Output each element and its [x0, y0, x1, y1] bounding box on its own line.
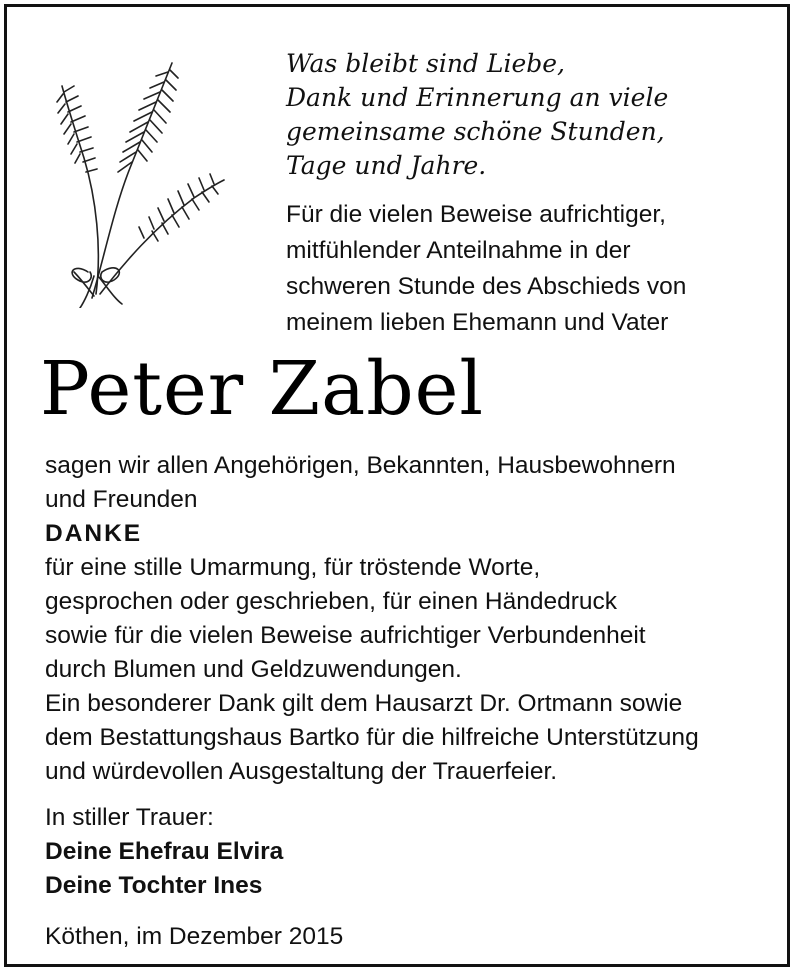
intro-line: Für die vielen Beweise aufrichtiger, [286, 201, 666, 228]
intro-line: schweren Stunde des Abschieds von [286, 273, 687, 300]
mourner-name: Deine Ehefrau Elvira [45, 838, 284, 865]
intro-line: meinem lieben Ehemann und Vater [286, 309, 669, 336]
body-line: für eine stille Umarmung, für tröstende Worte, [45, 554, 541, 581]
thanks-body [45, 449, 785, 789]
deceased-name: Peter Zabel [40, 346, 485, 432]
body-line: Ein besonderer Dank gilt dem Hausarzt Dr. Ortmann sowie [45, 690, 683, 717]
fern-bouquet-icon [44, 58, 234, 308]
memorial-quote [286, 47, 766, 183]
intro-text [286, 197, 776, 341]
intro-line: mitfühlender Anteilnahme in der [286, 237, 631, 264]
place-date: Köthen, im Dezember 2015 [45, 923, 344, 950]
body-line: durch Blumen und Geldzuwendungen. [45, 656, 462, 683]
quote-line: Was bleibt sind Liebe, [286, 49, 566, 78]
body-line: und Freunden [45, 486, 198, 513]
body-line: sagen wir allen Angehörigen, Bekannten, Hausbewohnern [45, 452, 676, 479]
quote-line: gemeinsame schöne Stunden, [286, 117, 665, 146]
mourner-name: Deine Tochter Ines [45, 872, 263, 899]
body-line: und würdevollen Ausgestaltung der Trauerfeier. [45, 758, 558, 785]
body-line: dem Bestattungshaus Bartko für die hilfreiche Unterstützung [45, 724, 699, 751]
danke-heading: DANKE [45, 520, 143, 547]
body-line: gesprochen oder geschrieben, für einen Händedruck [45, 588, 618, 615]
quote-line: Tage und Jahre. [286, 151, 487, 180]
body-line: sowie für die vielen Beweise aufrichtiger Verbundenheit [45, 622, 646, 649]
quote-line: Dank und Erinnerung an viele [286, 83, 669, 112]
signature-intro: In stiller Trauer: [45, 804, 214, 831]
signature-block [45, 801, 745, 903]
